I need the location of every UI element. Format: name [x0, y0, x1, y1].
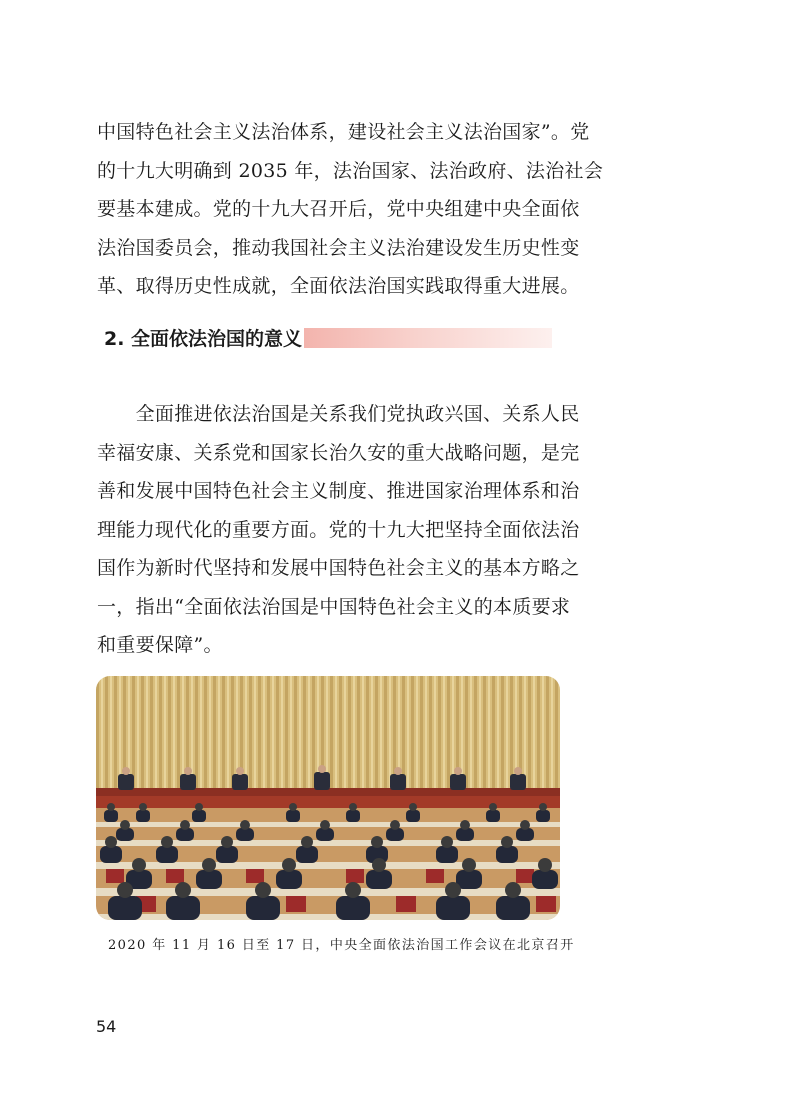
- meeting-photo-illustration: [96, 676, 560, 920]
- text-line: 和重要保障”。: [97, 634, 223, 656]
- section-heading-text: 2. 全面依法治国的意义: [104, 328, 303, 350]
- page-number: 54: [96, 1017, 117, 1036]
- text-line: 革、取得历史性成就，全面依法治国实践取得重大进展。: [97, 275, 580, 297]
- text-line: 全面推进依法治国是关系我们党执政兴国、关系人民: [97, 403, 580, 425]
- text-line: 要基本建成。党的十九大召开后，党中央组建中央全面依: [97, 198, 580, 220]
- body-paragraph-1: [97, 113, 604, 306]
- heading-accent-bar: [304, 328, 552, 348]
- text-line: 国作为新时代坚持和发展中国特色社会主义的基本方略之: [97, 557, 580, 579]
- section-heading: [104, 322, 554, 354]
- body-paragraph-2: [97, 395, 580, 665]
- photo-caption: 2020 年 11 月 16 日至 17 日，中央全面依法治国工作会议在北京召开: [108, 938, 575, 953]
- text-line: 善和发展中国特色社会主义制度、推进国家治理体系和治: [97, 480, 580, 502]
- text-line: 一，指出“全面依法治国是中国特色社会主义的本质要求: [97, 595, 571, 618]
- text-line: 中国特色社会主义法治体系，建设社会主义法治国家”。党: [97, 121, 590, 143]
- text-line: 幸福安康、关系党和国家长治久安的重大战略问题，是完: [97, 441, 580, 464]
- meeting-photo: [96, 676, 560, 920]
- text-line: 法治国委员会，推动我国社会主义法治建设发生历史性变: [97, 236, 580, 259]
- text-line: 理能力现代化的重要方面。党的十九大把坚持全面依法治: [97, 518, 580, 541]
- text-line: 的十九大明确到 2035 年，法治国家、法治政府、法治社会: [97, 159, 604, 182]
